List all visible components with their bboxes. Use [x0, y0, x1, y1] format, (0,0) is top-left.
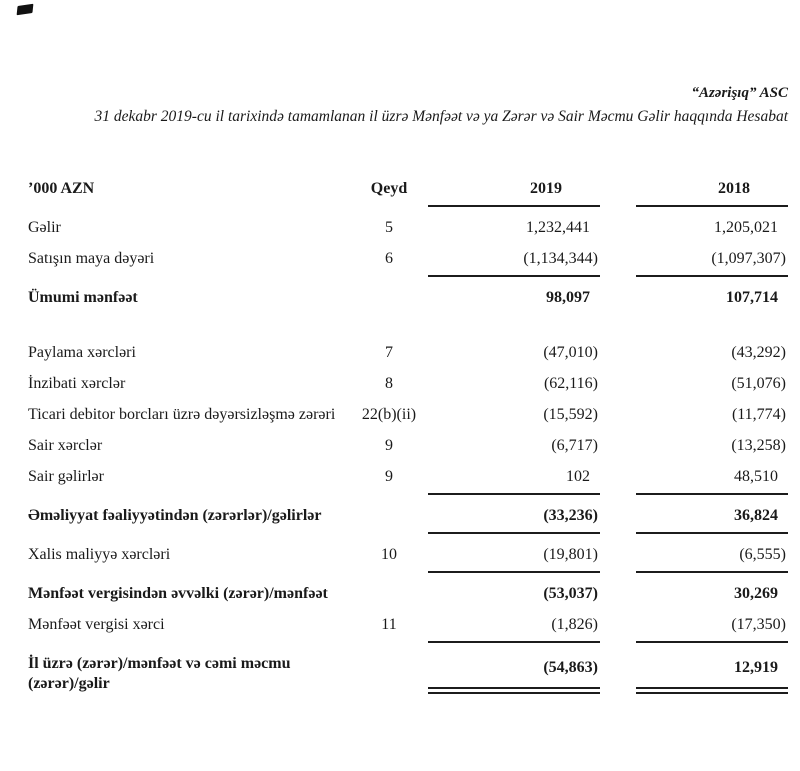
- row-value-2018: (17,350): [636, 615, 788, 643]
- row-note: 6: [385, 250, 393, 267]
- row-value-2018: (13,258): [731, 437, 786, 454]
- row-value-2018: 48,510: [636, 467, 788, 495]
- row-note: [350, 506, 428, 534]
- row-note: [350, 288, 428, 308]
- table-row: [28, 282, 788, 313]
- row-note: 7: [385, 344, 393, 361]
- row-label: Mənfəət vergisindən əvvəlki (zərər)/mənfəət: [28, 585, 328, 602]
- table-row: [28, 337, 788, 368]
- row-value-2019: 98,097: [546, 289, 590, 306]
- document-header: [0, 0, 800, 127]
- column-header-2019: 2019: [428, 179, 600, 207]
- row-value-2019: 1,232,441: [526, 219, 590, 236]
- column-gap: [600, 179, 636, 207]
- row-value-2019: (19,801): [428, 545, 600, 573]
- row-label: Mənfəət vergisi xərci: [28, 616, 165, 633]
- row-label: Ticari debitor borcları üzrə dəyərsizləşmə zərəri: [28, 406, 336, 423]
- column-header-2018: 2018: [636, 179, 788, 207]
- table-row: [28, 500, 788, 539]
- table-row: [28, 368, 788, 399]
- table-header-row: [28, 173, 788, 212]
- row-value-2018: (11,774): [731, 406, 786, 423]
- row-label: İl üzrə (zərər)/mənfəət və cəmi məcmu (zərər)/gəlir: [28, 655, 291, 692]
- row-label: Paylama xərcləri: [28, 344, 136, 361]
- row-label: Sair xərclər: [28, 437, 103, 454]
- table-row: [28, 430, 788, 461]
- row-note: [350, 584, 428, 604]
- row-value-2019: (53,037): [543, 585, 598, 602]
- report-title: 31 dekabr 2019-cu il tarixində tamamlanan il üzrə Mənfəət və ya Zərər və Sair Məcmu Gəlir haqqında Hesabat: [94, 108, 788, 125]
- row-label: Əməliyyat fəaliyyətindən (zərərlər)/gəlirlər: [28, 507, 322, 524]
- table-row: [28, 461, 788, 500]
- row-label: Ümumi mənfəət: [28, 289, 138, 306]
- row-note: 10: [381, 546, 397, 563]
- table-row: [28, 243, 788, 282]
- row-note: 9: [385, 468, 393, 485]
- row-value-2019: (54,863): [428, 654, 600, 694]
- row-value-2018: (1,097,307): [636, 249, 788, 277]
- row-note: 9: [385, 437, 393, 454]
- row-note: 22(b)(ii): [361, 406, 417, 423]
- row-note: [350, 654, 428, 694]
- row-value-2019: (47,010): [543, 344, 598, 361]
- row-value-2018: (51,076): [731, 375, 786, 392]
- row-value-2019: (15,592): [543, 406, 598, 423]
- row-label: Gəlir: [28, 219, 61, 236]
- row-label: Satışın maya dəyəri: [28, 250, 155, 267]
- table-row: [28, 399, 788, 430]
- row-note: 8: [385, 375, 393, 392]
- row-label: İnzibati xərclər: [28, 375, 126, 392]
- row-value-2018: 36,824: [636, 506, 788, 534]
- column-header-note: Qeyd: [370, 180, 408, 197]
- company-name: “Azərişıq” ASC: [691, 85, 788, 101]
- row-value-2019: (33,236): [428, 506, 600, 534]
- row-label: Xalis maliyyə xərcləri: [28, 546, 171, 563]
- table-row: [28, 212, 788, 243]
- row-note: 5: [385, 219, 393, 236]
- column-header-unit: ’000 AZN: [28, 180, 95, 197]
- table-row: [28, 648, 788, 699]
- row-value-2019: (1,826): [428, 615, 600, 643]
- row-note: 11: [381, 616, 397, 633]
- row-value-2019: (6,717): [551, 437, 598, 454]
- row-value-2018: 107,714: [726, 289, 778, 306]
- row-value-2019: 102: [428, 467, 600, 495]
- row-value-2018: 30,269: [734, 585, 778, 602]
- financial-table: [28, 173, 788, 699]
- table-row: [28, 578, 788, 609]
- row-value-2019: (1,134,344): [428, 249, 600, 277]
- table-row: [28, 609, 788, 648]
- row-value-2019: (62,116): [543, 375, 598, 392]
- row-label: Sair gəlirlər: [28, 468, 104, 485]
- row-value-2018: (6,555): [636, 545, 788, 573]
- row-value-2018: (43,292): [731, 344, 786, 361]
- row-value-2018: 12,919: [636, 654, 788, 694]
- table-row: [28, 539, 788, 578]
- row-value-2018: 1,205,021: [714, 219, 778, 236]
